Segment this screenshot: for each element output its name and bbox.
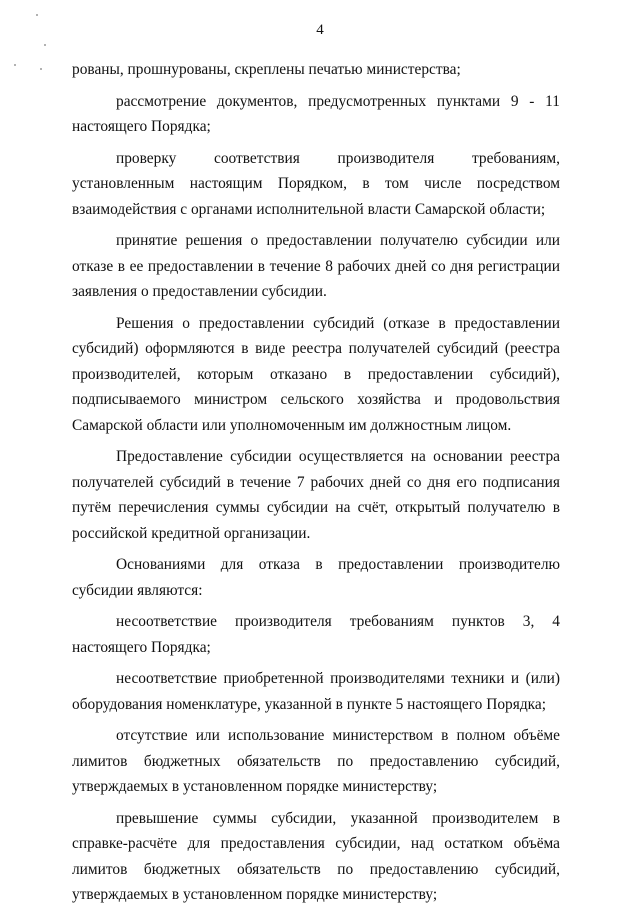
paragraph: рованы, прошнурованы, скреплены печатью министерства; (72, 61, 461, 78)
paragraph: несоответствие приобретенной производителями техники и (или) оборудования номенклатуре, указанной в пункте 5 настоящего Порядка; (72, 670, 560, 713)
paragraph: превышение суммы субсидии, указанной производителем в справке-расчёте для предоставления субсидии, над остатком объёма лимитов бюджетных обязательств по предоставлению субсидий, утверждаемых в установленном порядке министерству; (72, 809, 560, 903)
paragraph: принятие решения о предоставлении получателю субсидии или отказе в ее предоставлении в течение 8 рабочих дней со дня регистрации заявления о предоставлении субсидии. (72, 232, 560, 300)
paragraph: несоответствие производителя требованиям пунктов 3, 4 настоящего Порядка; (72, 613, 560, 656)
paragraph: Предоставление субсидии осуществляется на основании реестра получателей субсидий в течение 7 рабочих дней со дня его подписания путём перечисления суммы субсидии на счёт, открытый получателю в российской кредитной организации. (72, 448, 560, 542)
paragraph: отсутствие или использование министерством в полном объёме лимитов бюджетных обязательств по предоставлению субсидий, утверждаемых в установленном порядке министерству; (72, 727, 560, 795)
paragraph: Решения о предоставлении субсидий (отказе в предоставлении субсидий) оформляются в виде реестра получателей субсидий (реестра производителей, которым отказано в предоставлении субсидий), подписываемого министром сельского хозяйства и продовольствия Самарской области или уполномоченным им должностным лицом. (72, 314, 560, 434)
document-body (72, 57, 560, 908)
paragraph: проверку соответствия производителя требованиям, установленным настоящим Порядком, в том числе посредством взаимодействия с органами исполнительной власти Самарской области; (72, 149, 560, 218)
scan-speck (36, 14, 38, 16)
scan-speck (44, 44, 46, 46)
scan-speck (40, 68, 42, 70)
scan-speck (14, 64, 16, 66)
paragraph: Основаниями для отказа в предоставлении производителю субсидии являются: (72, 556, 560, 599)
paragraph: рассмотрение документов, предусмотренных пунктами 9 - 11 настоящего Порядка; (72, 92, 560, 135)
page-number: 4 (316, 22, 324, 38)
